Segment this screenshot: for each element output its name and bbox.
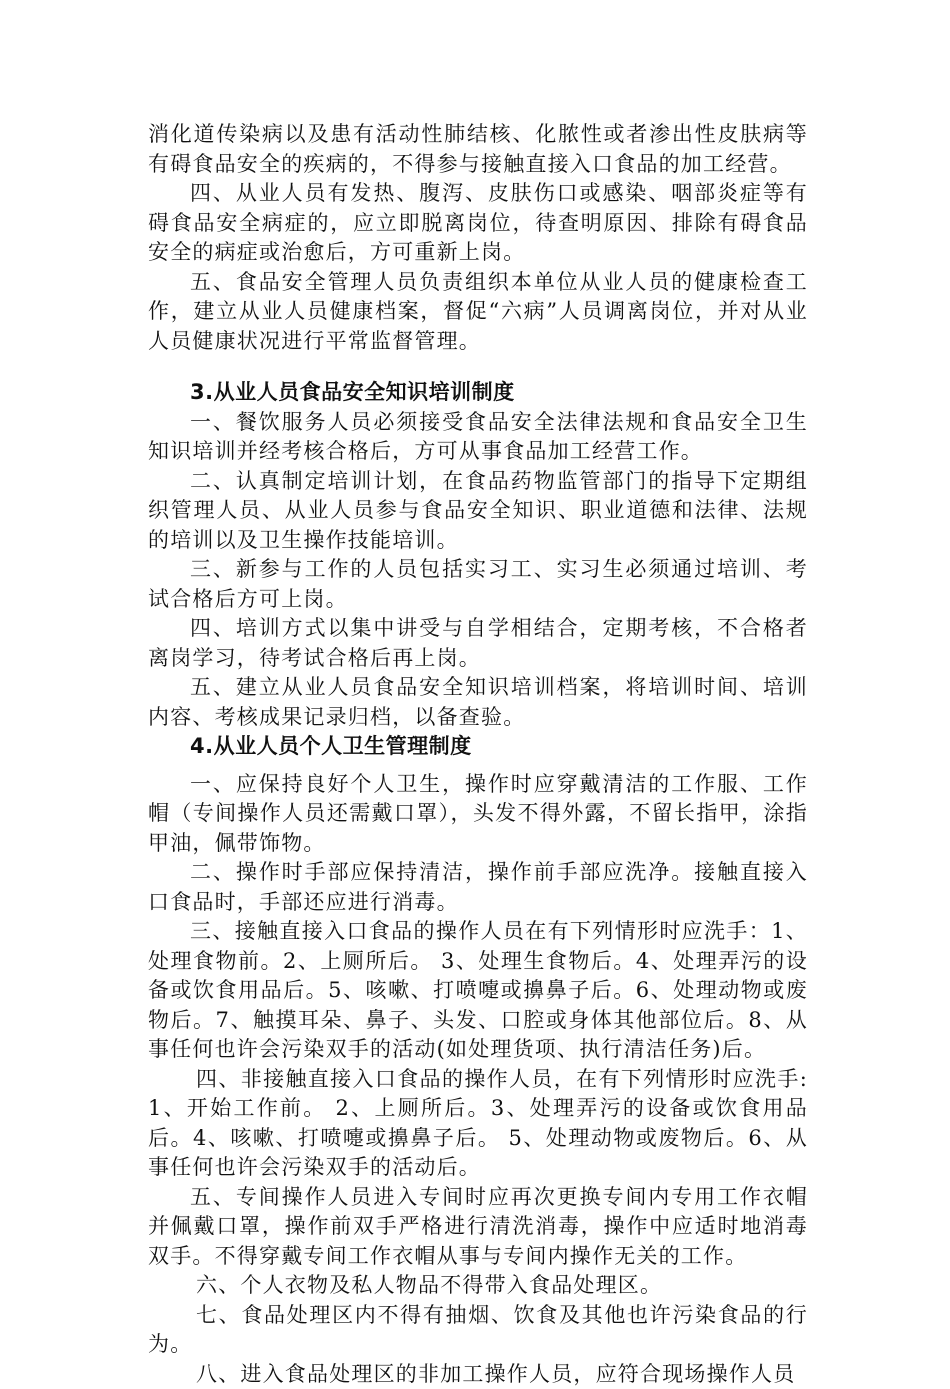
- paragraph: 一、应保持良好个人卫生，操作时应穿戴清洁的工作服、工作帽（专间操作人员还需戴口罩），头发不得外露，不留长指甲，涂指甲油，佩带饰物。: [148, 770, 808, 859]
- document-page: [148, 120, 808, 1389]
- paragraph: 八、进入食品处理区的非加工操作人员，应符合现场操作人员: [148, 1360, 808, 1389]
- section-heading-4: 4.从业人员个人卫生管理制度: [148, 732, 808, 762]
- paragraph: 二、操作时手部应保持清洁，操作前手部应洗净。接触直接入口食品时，手部还应进行消毒。: [148, 858, 808, 917]
- paragraph: 四、培训方式以集中讲受与自学相结合，定期考核，不合格者离岗学习，待考试合格后再上岗。: [148, 614, 808, 673]
- paragraph: 一、餐饮服务人员必须接受食品安全法律法规和食品安全卫生知识培训并经考核合格后，方可从事食品加工经营工作。: [148, 408, 808, 467]
- paragraph: 四、非接触直接入口食品的操作人员，在有下列情形时应洗手: 1、开始工作前。 2、上厕所后。3、处理弄污的设备或饮食用品后。4、咳嗽、打喷嚏或擤鼻子后。 5、处理动物或废物后。6、从事任何也许会污染双手的活动后。: [148, 1065, 808, 1183]
- paragraph: 五、建立从业人员食品安全知识培训档案，将培训时间、培训内容、考核成果记录归档，以备查验。: [148, 673, 808, 732]
- paragraph: 消化道传染病以及患有活动性肺结核、化脓性或者渗出性皮肤病等有碍食品安全的疾病的，不得参与接触直接入口食品的加工经营。: [148, 120, 808, 179]
- paragraph: 三、接触直接入口食品的操作人员在有下列情形时应洗手：1、处理食物前。2、上厕所后。 3、处理生食物后。4、处理弄污的设备或饮食用品后。5、咳嗽、打喷嚏或擤鼻子后。6、处理动物或废物后。7、触摸耳朵、鼻子、头发、口腔或身体其他部位后。8、从事任何也许会污染双手的活动(如处理货项、执行清洁任务)后。: [148, 917, 808, 1065]
- paragraph: 二、认真制定培训计划，在食品药物监管部门的指导下定期组织管理人员、从业人员参与食品安全知识、职业道德和法律、法规的培训以及卫生操作技能培训。: [148, 467, 808, 556]
- paragraph: 四、从业人员有发热、腹泻、皮肤伤口或感染、咽部炎症等有碍食品安全病症的，应立即脱离岗位，待查明原因、排除有碍食品安全的病症或治愈后，方可重新上岗。: [148, 179, 808, 268]
- paragraph: 五、食品安全管理人员负责组织本单位从业人员的健康检查工作，建立从业人员健康档案，督促“六病”人员调离岗位，并对从业人员健康状况进行平常监督管理。: [148, 268, 808, 357]
- paragraph: 三、新参与工作的人员包括实习工、实习生必须通过培训、考试合格后方可上岗。: [148, 555, 808, 614]
- paragraph: 六、个人衣物及私人物品不得带入食品处理区。: [148, 1271, 808, 1301]
- paragraph: 七、食品处理区内不得有抽烟、饮食及其他也许污染食品的行为。: [148, 1301, 808, 1360]
- section-heading-3: 3.从业人员食品安全知识培训制度: [148, 378, 808, 408]
- paragraph: 五、专间操作人员进入专间时应再次更换专间内专用工作衣帽并佩戴口罩，操作前双手严格进行清洗消毒，操作中应适时地消毒双手。不得穿戴专间工作衣帽从事与专间内操作无关的工作。: [148, 1183, 808, 1272]
